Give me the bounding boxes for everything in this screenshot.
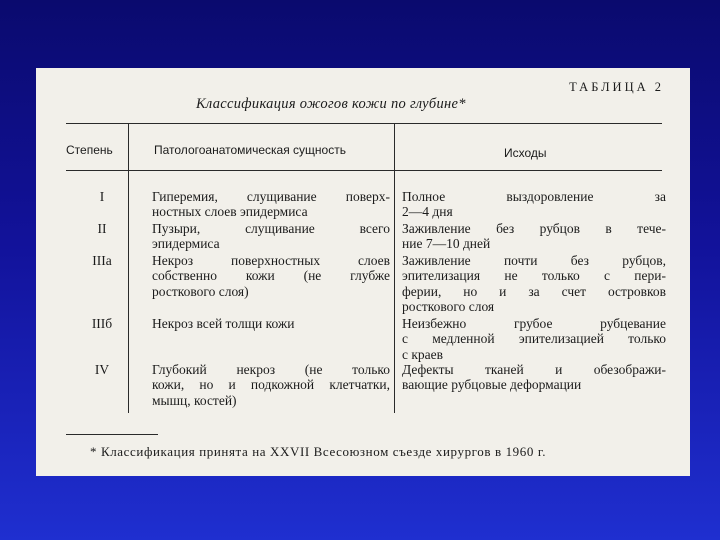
row-5-pathology-line-1: Глубокий некроз (не только — [152, 362, 390, 377]
row-2-degree: II — [97, 221, 107, 236]
row-1-degree: I — [99, 189, 105, 204]
row-5-outcome-line-2: вающие рубцовые деформации — [402, 377, 582, 393]
row-2-outcome-line-1: Заживление без рубцов в тече- — [402, 221, 666, 236]
row-4-outcome-line-2: с медленной эпителизацией только — [402, 331, 666, 347]
row-4-outcome-line-3: с краев — [402, 346, 444, 362]
footnote: * Классификация принята на XXVII Всесоюзном съезде хирургов в 1960 г. — [90, 444, 547, 459]
row-2-pathology-line-1: Пузыри, слущивание всего — [152, 221, 390, 236]
row-1-outcome-line-2: 2—4 дня — [402, 204, 453, 220]
table-caption: Классификация ожогов кожи по глубине* — [196, 96, 466, 112]
row-1-outcome-line-1: Полное выздоровление за — [402, 189, 666, 204]
row-3-outcome — [402, 253, 666, 315]
row-1-pathology — [152, 189, 390, 220]
row-3-outcome-line-4: росткового слоя — [402, 299, 495, 315]
row-2-pathology — [152, 221, 390, 252]
row-3-pathology — [152, 253, 390, 299]
row-4-degree: IIIб — [91, 316, 113, 331]
header-top-rule — [66, 123, 662, 124]
row-5-outcome — [402, 362, 666, 393]
row-5-degree: IV — [94, 362, 110, 377]
row-3-pathology-line-2: собственно кожи (не глубже — [152, 268, 390, 284]
row-3-outcome-line-3: ферии, но и за счет островков — [402, 283, 666, 299]
row-3-outcome-line-1: Заживление почти без рубцов, — [402, 253, 666, 268]
row-1-pathology-line-1: Гиперемия, слущивание поверх- — [152, 189, 390, 204]
row-3-pathology-line-3: росткового слоя) — [152, 283, 249, 299]
row-5-pathology — [152, 362, 390, 408]
row-4-pathology — [152, 316, 390, 331]
row-5-pathology-line-3: мышц, костей) — [152, 392, 237, 408]
header-outcome: Исходы — [504, 146, 547, 160]
row-5-pathology-line-2: кожи, но и подкожной клетчатки, — [152, 377, 390, 393]
header-pathology: Патологоанатомическая сущность — [154, 143, 346, 157]
row-3-degree: IIIа — [92, 253, 112, 268]
row-1-outcome — [402, 189, 666, 220]
row-1-pathology-line-2: ностных слоев эпидермиса — [152, 204, 308, 220]
row-3-outcome-line-2: эпителизация не только с пери- — [402, 268, 666, 284]
row-5-outcome-line-1: Дефекты тканей и обезображи- — [402, 362, 666, 377]
row-4-outcome — [402, 316, 666, 362]
row-2-outcome — [402, 221, 666, 252]
header-degree: Степень — [66, 143, 113, 157]
column-divider-2 — [394, 123, 395, 413]
row-2-pathology-line-2: эпидермиса — [152, 236, 220, 252]
scanned-table-sheet — [36, 68, 690, 476]
table-number-label: ТАБЛИЦА 2 — [569, 80, 664, 94]
row-2-outcome-line-2: ние 7—10 дней — [402, 236, 491, 252]
footnote-rule — [66, 434, 158, 435]
row-4-outcome-line-1: Неизбежно грубое рубцевание — [402, 316, 666, 331]
row-4-pathology-line-1: Некроз всей толщи кожи — [152, 316, 295, 331]
header-bottom-rule — [66, 170, 662, 171]
row-3-pathology-line-1: Некроз поверхностных слоев — [152, 253, 390, 268]
